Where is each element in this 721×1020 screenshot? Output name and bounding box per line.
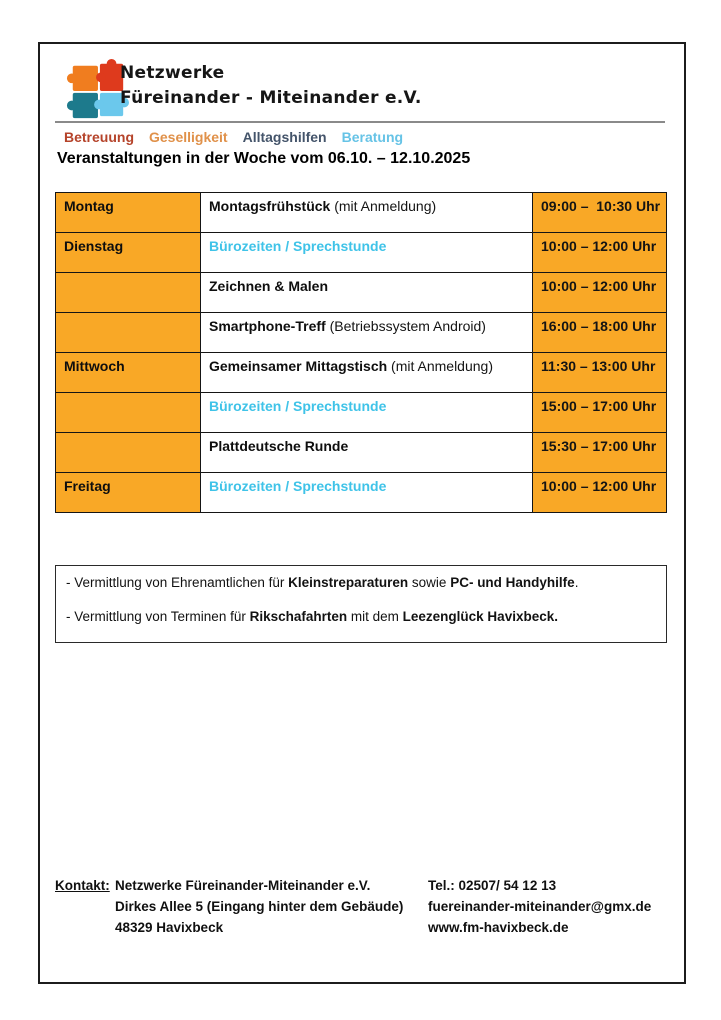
event-cell — [201, 233, 533, 273]
nav-item-alltagshilfen: Alltagshilfen — [242, 129, 327, 145]
category-nav — [64, 129, 403, 145]
event-title: Zeichnen & Malen — [209, 278, 329, 294]
day-cell: Montag — [56, 193, 201, 233]
table-row — [56, 313, 667, 353]
day-cell — [56, 393, 201, 433]
time-cell: 10:00 – 12:00 Uhr — [533, 273, 667, 313]
time-cell: 09:00 – 10:30 Uhr — [533, 193, 667, 233]
contact-website: www.fm-havixbeck.de — [428, 920, 569, 935]
time-cell: 10:00 – 12:00 Uhr — [533, 473, 667, 513]
time-cell: 11:30 – 13:00 Uhr — [533, 353, 667, 393]
contact-phone: Tel.: 02507/ 54 12 13 — [428, 878, 557, 893]
contact-address — [115, 875, 403, 938]
time-cell: 16:00 – 18:00 Uhr — [533, 313, 667, 353]
event-cell — [201, 193, 533, 233]
event-title: Montagsfrühstück — [209, 198, 331, 214]
header-divider — [55, 121, 665, 123]
table-row — [56, 433, 667, 473]
table-row — [56, 193, 667, 233]
org-title-line1: Netzwerke — [120, 63, 225, 83]
contact-city: 48329 Havixbeck — [115, 920, 224, 935]
org-title-line2: Füreinander - Miteinander e.V. — [120, 88, 422, 108]
contact-street: Dirkes Allee 5 (Eingang hinter dem Gebäude) — [115, 899, 404, 914]
services-info-box — [55, 565, 667, 643]
info-line-1: - Vermittlung von Ehrenamtlichen für Kleinstreparaturen sowie PC- und Handyhilfe. — [66, 575, 579, 590]
event-cell — [201, 273, 533, 313]
event-title: Bürozeiten / Sprechstunde — [209, 398, 387, 414]
day-cell — [56, 433, 201, 473]
day-cell: Mittwoch — [56, 353, 201, 393]
schedule-table — [55, 192, 667, 513]
day-cell — [56, 313, 201, 353]
page-title: Veranstaltungen in der Woche vom 06.10. – 12.10.2025 — [57, 150, 471, 167]
contact-details — [428, 875, 651, 938]
time-cell: 15:00 – 17:00 Uhr — [533, 393, 667, 433]
table-row — [56, 393, 667, 433]
contact-email: fuereinander-miteinander@gmx.de — [428, 899, 652, 914]
page-border — [38, 42, 686, 984]
event-cell — [201, 353, 533, 393]
event-cell — [201, 473, 533, 513]
event-title: Smartphone-Treff — [209, 318, 326, 334]
nav-item-betreuung: Betreuung — [64, 129, 134, 145]
time-cell: 10:00 – 12:00 Uhr — [533, 233, 667, 273]
table-row — [56, 273, 667, 313]
time-cell: 15:30 – 17:00 Uhr — [533, 433, 667, 473]
event-suffix: (mit Anmeldung) — [387, 358, 493, 374]
table-row — [56, 353, 667, 393]
event-title: Bürozeiten / Sprechstunde — [209, 238, 387, 254]
event-suffix: (Betriebssystem Android) — [325, 318, 486, 334]
event-title: Gemeinsamer Mittagstisch — [209, 358, 388, 374]
event-cell — [201, 433, 533, 473]
event-title: Bürozeiten / Sprechstunde — [209, 478, 387, 494]
org-title — [120, 61, 422, 111]
day-cell: Freitag — [56, 473, 201, 513]
event-cell — [201, 313, 533, 353]
event-suffix: (mit Anmeldung) — [330, 198, 437, 214]
event-title: Plattdeutsche Runde — [209, 438, 349, 454]
nav-item-beratung: Beratung — [341, 129, 404, 145]
table-row — [56, 233, 667, 273]
event-cell — [201, 393, 533, 433]
contact-label: Kontakt: — [55, 878, 110, 893]
info-line-2: - Vermittlung von Terminen für Rikschafahrten mit dem Leezenglück Havixbeck. — [66, 609, 558, 624]
day-cell — [56, 273, 201, 313]
table-row — [56, 473, 667, 513]
nav-item-geselligkeit: Geselligkeit — [149, 129, 228, 145]
contact-org-name: Netzwerke Füreinander-Miteinander e.V. — [115, 878, 371, 893]
day-cell: Dienstag — [56, 233, 201, 273]
